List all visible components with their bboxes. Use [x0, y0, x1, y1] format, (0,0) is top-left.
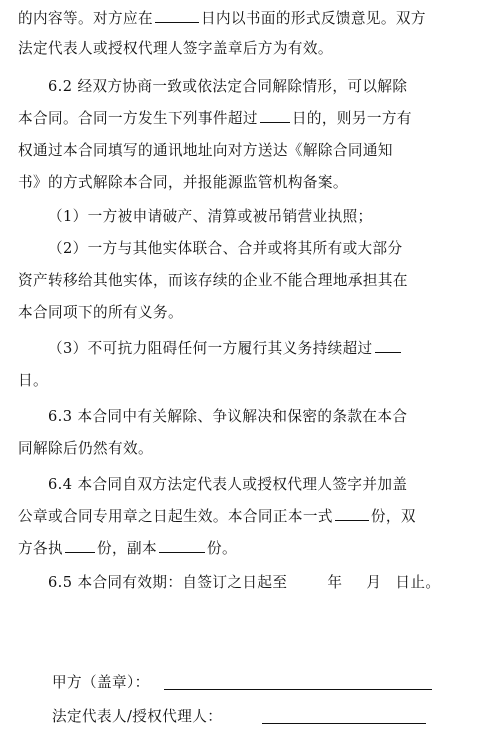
clause-6-4-line [18, 538, 470, 560]
text: 的内容等。对方应在 [18, 10, 153, 27]
paragraph-line [18, 38, 470, 60]
clause-6-4-line [18, 506, 470, 528]
text: 月 [366, 574, 382, 591]
blank-copies [65, 540, 95, 553]
item-3-line [18, 370, 470, 392]
item-2-line [18, 302, 470, 324]
text: 6.5 本合同有效期：自签订之日起至 [48, 574, 288, 591]
blank-days [260, 110, 290, 123]
text: （1）一方被申请破产、清算或被吊销营业执照； [48, 208, 373, 225]
text: 份。 [206, 540, 237, 557]
text: （3）不可抗力阻碍任何一方履行其义务持续超过 [48, 340, 373, 357]
text: 本合同项下的所有义务。 [18, 304, 183, 321]
clause-6-5-line [48, 572, 470, 594]
text: 法定代表人或授权代理人签字盖章后方为有效。 [18, 40, 333, 57]
text: 份，双 [370, 508, 416, 525]
text: 本合同。合同一方发生下列事件超过 [18, 110, 258, 127]
text: 日。 [18, 372, 48, 389]
text: （2）一方与其他实体联合、合并或将其所有或大部分 [48, 240, 403, 257]
clause-6-2-line [48, 76, 470, 98]
clause-6-3-line [18, 438, 470, 460]
text: 6.3 本合同中有关解除、争议解决和保密的条款在本合 [48, 408, 408, 425]
text: 资产转移给其他实体，而该存续的企业不能合理地承担其在 [18, 272, 408, 289]
text: 日的，则另一方有 [291, 110, 412, 127]
item-2-line [48, 238, 470, 260]
text: 同解除后仍然有效。 [18, 440, 153, 457]
clause-6-2-line [18, 140, 470, 162]
text: 6.4 本合同自双方法定代表人或授权代理人签字并加盖 [48, 476, 408, 493]
text: 日内以书面的形式反馈意见。双方 [200, 10, 426, 27]
item-3-line [48, 338, 470, 360]
text: 法定代表人/授权代理人： [52, 708, 223, 725]
clause-6-4-line [48, 474, 470, 496]
blank-copies [335, 508, 369, 521]
text: 甲方（盖章）： [52, 674, 150, 691]
blank-copies [159, 540, 205, 553]
clause-6-3-line [48, 406, 470, 428]
party-a-signature-line [164, 689, 432, 690]
clause-6-2-line [18, 108, 470, 130]
paragraph-line [18, 8, 470, 30]
party-a-seal-label [52, 672, 470, 694]
representative-label [52, 706, 470, 728]
text: 书》的方式解除本合同，并报能源监管机构备案。 [18, 174, 348, 191]
text: 公章或合同专用章之日起生效。本合同正本一式 [18, 508, 333, 525]
representative-signature-line [262, 723, 426, 724]
item-1 [48, 206, 470, 228]
text: 日止。 [395, 574, 441, 591]
blank-days [375, 340, 401, 353]
text: 方各执 [18, 540, 63, 557]
clause-6-2-line [18, 172, 470, 194]
blank-days [155, 10, 199, 23]
text: 年 [327, 574, 343, 591]
item-2-line [18, 270, 470, 292]
text: 份，副本 [96, 540, 157, 557]
text: 6.2 经双方协商一致或依法定合同解除情形，可以解除 [48, 78, 408, 95]
text: 权通过本合同填写的通讯地址向对方送达《解除合同通知 [18, 142, 393, 159]
